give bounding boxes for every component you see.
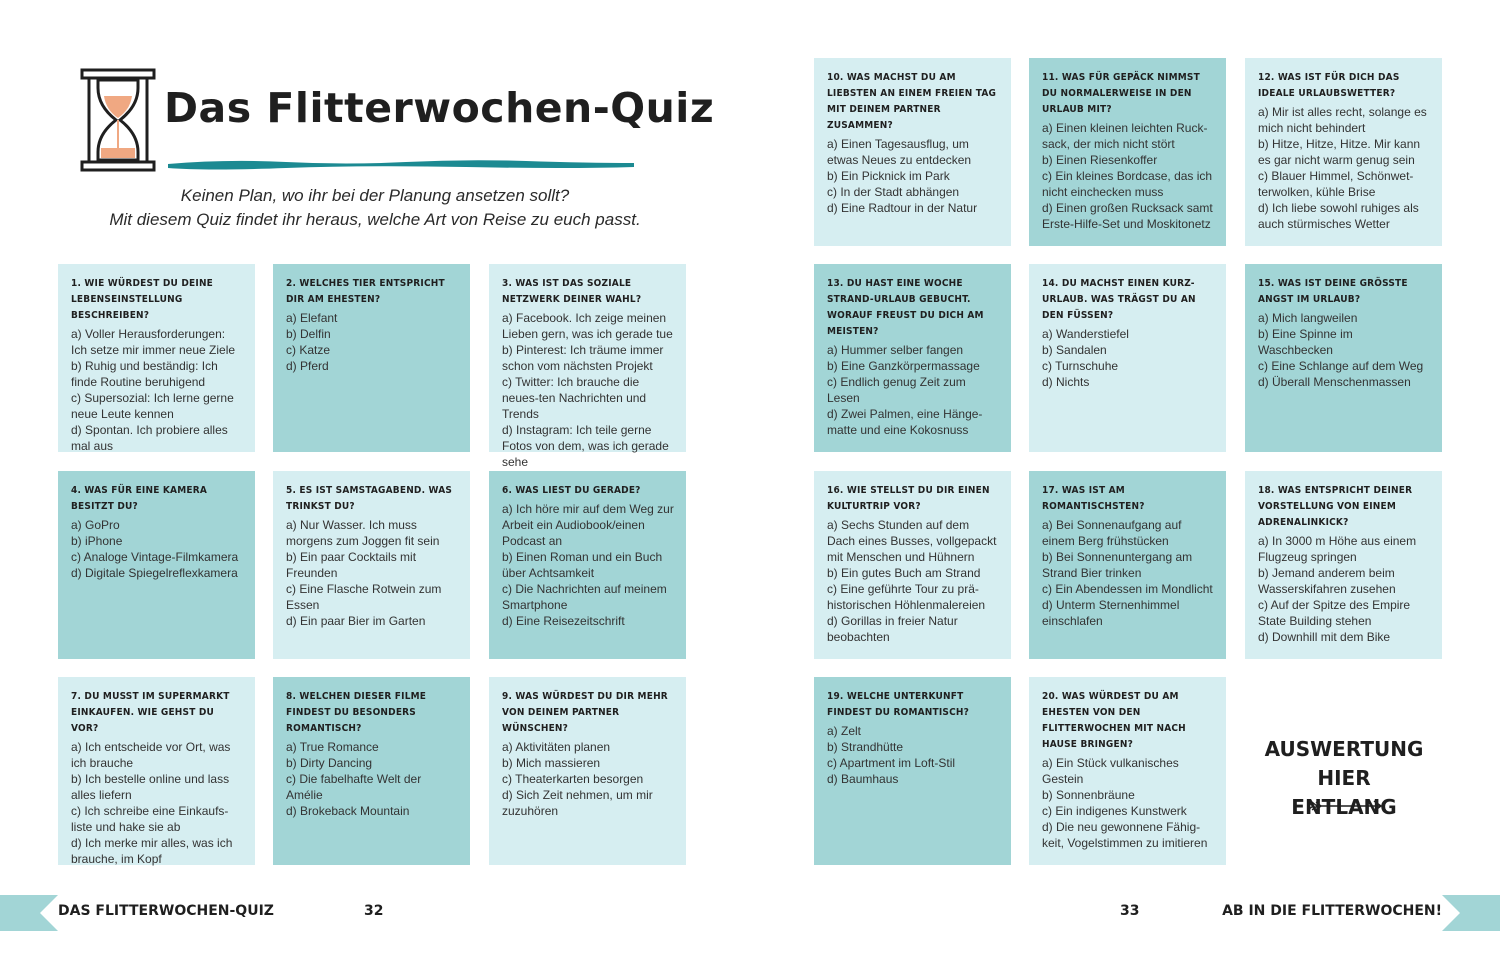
answer-option[interactable] bbox=[502, 310, 674, 342]
quiz-card-1 bbox=[58, 264, 255, 452]
answer-text: Eine Flasche Rotwein zum Essen bbox=[286, 582, 442, 612]
answer-letter: d) bbox=[1042, 375, 1053, 389]
answer-text: In der Stadt abhängen bbox=[840, 185, 960, 199]
answer-option[interactable] bbox=[1042, 517, 1214, 549]
answer-letter: b) bbox=[1042, 343, 1053, 357]
answer-text: Nur Wasser. Ich muss morgens zum Joggen fit sein bbox=[286, 518, 440, 548]
quiz-card-8 bbox=[273, 677, 470, 865]
answer-option[interactable] bbox=[286, 310, 458, 326]
quiz-card-2 bbox=[273, 264, 470, 452]
question-text: 20. WAS WÜRDEST DU AM EHESTEN VON DEN FLITTERWOCHEN MIT NACH HAUSE BRINGEN? bbox=[1042, 691, 1186, 750]
answer-letter: a) bbox=[827, 724, 838, 738]
answer-text: Aktivitäten planen bbox=[515, 740, 611, 754]
answer-option[interactable] bbox=[1258, 326, 1430, 358]
answer-letter: b) bbox=[1258, 327, 1269, 341]
question-text: 15. WAS IST DEINE GRÖSSTE ANGST IM URLAUB? bbox=[1258, 278, 1408, 305]
title-block bbox=[80, 66, 715, 176]
answer-letter: d) bbox=[827, 407, 838, 421]
question-text: 2. WELCHES TIER ENTSPRICHT DIR AM EHESTEN? bbox=[286, 278, 445, 305]
answer-option[interactable] bbox=[71, 422, 243, 454]
answer-option[interactable] bbox=[1042, 549, 1214, 581]
question-text: 11. WAS FÜR GEPÄCK NIMMST DU NORMALERWEISE IN DEN URLAUB MIT? bbox=[1042, 72, 1200, 115]
answer-text: Eine Spinne im Waschbecken bbox=[1258, 327, 1353, 357]
question-text: 18. WAS ENTSPRICHT DEINER VORSTELLUNG VON EINEM ADRENALINKICK? bbox=[1258, 485, 1413, 528]
question-text: 10. WAS MACHST DU AM LIEBSTEN AN EINEM FREIEN TAG MIT DEINEM PARTNER ZUSAMMEN? bbox=[827, 72, 997, 131]
answer-option[interactable] bbox=[827, 342, 999, 358]
answer-text: Einen kleinen leichten Ruck-sack, der mich nicht stört bbox=[1042, 121, 1208, 151]
answer-text: Sich Zeit nehmen, um mir zuzuhören bbox=[502, 788, 653, 818]
answer-letter: c) bbox=[1258, 169, 1268, 183]
answer-letter: b) bbox=[827, 169, 838, 183]
answer-option[interactable] bbox=[827, 406, 999, 438]
answer-letter: d) bbox=[286, 359, 297, 373]
answer-text: Ein Stück vulkanisches Gestein bbox=[1042, 756, 1179, 786]
answer-option[interactable] bbox=[1258, 200, 1430, 232]
answer-text: Hitze, Hitze, Hitze. Mir kann es gar nicht warm genug sein bbox=[1258, 137, 1421, 167]
answer-option[interactable] bbox=[502, 613, 674, 629]
answer-text: Wanderstiefel bbox=[1056, 327, 1129, 341]
answer-letter: c) bbox=[1042, 359, 1052, 373]
footer-title-left: DAS FLITTERWOCHEN-QUIZ bbox=[58, 903, 274, 919]
answer-option[interactable] bbox=[502, 342, 674, 374]
quiz-card-14 bbox=[1029, 264, 1226, 452]
answer-text: Jemand anderem beim Wasserskifahren zusehen bbox=[1258, 566, 1396, 596]
answer-letter: b) bbox=[1258, 137, 1269, 151]
answer-letter: a) bbox=[502, 740, 513, 754]
question-text: 12. WAS IST FÜR DICH DAS IDEALE URLAUBSWETTER? bbox=[1258, 72, 1400, 99]
answer-text: Digitale Spiegelreflexkamera bbox=[85, 566, 238, 580]
answer-text: Elefant bbox=[300, 311, 338, 325]
answer-letter: a) bbox=[1258, 534, 1269, 548]
answer-letter: d) bbox=[1258, 201, 1269, 215]
answer-letter: b) bbox=[286, 756, 297, 770]
answer-letter: b) bbox=[827, 566, 838, 580]
answer-text: Supersozial: Ich lerne gerne neue Leute kennen bbox=[71, 391, 234, 421]
answer-letter: a) bbox=[1258, 105, 1269, 119]
quiz-card-15 bbox=[1245, 264, 1442, 452]
answer-text: Unterm Sternenhimmel einschlafen bbox=[1042, 598, 1180, 628]
answer-text: Ich höre mir auf dem Weg zur Arbeit ein Audiobook/einen Podcast an bbox=[502, 502, 674, 548]
answer-text: Ich bestelle online und lass alles liefern bbox=[71, 772, 230, 802]
answer-letter: b) bbox=[502, 756, 513, 770]
answer-text: Hummer selber fangen bbox=[841, 343, 964, 357]
answer-option[interactable] bbox=[286, 581, 458, 613]
answer-option[interactable] bbox=[71, 565, 243, 581]
answer-letter: c) bbox=[286, 582, 296, 596]
answer-text: Pinterest: Ich träume immer schon vom nächsten Projekt bbox=[502, 343, 664, 373]
quiz-card-7 bbox=[58, 677, 255, 865]
answer-text: Mich langweilen bbox=[1272, 311, 1358, 325]
answer-letter: a) bbox=[827, 137, 838, 151]
answer-text: Zwei Palmen, eine Hänge-matte und eine Kokosnuss bbox=[827, 407, 983, 437]
answer-option[interactable] bbox=[1042, 326, 1214, 342]
page-title: Das Flitterwochen-Quiz bbox=[164, 84, 715, 132]
question-text: 6. WAS LIEST DU GERADE? bbox=[502, 485, 641, 496]
answer-letter: a) bbox=[502, 502, 513, 516]
quiz-card-11 bbox=[1029, 58, 1226, 246]
answer-option[interactable] bbox=[286, 517, 458, 549]
answer-option[interactable] bbox=[1042, 120, 1214, 152]
answer-text: Eine Schlange auf dem Weg bbox=[1271, 359, 1424, 373]
answer-letter: d) bbox=[827, 772, 838, 786]
answer-text: Nichts bbox=[1056, 375, 1090, 389]
answer-letter: b) bbox=[502, 343, 513, 357]
answer-letter: a) bbox=[827, 518, 838, 532]
answer-text: Ein kleines Bordcase, das ich nicht einchecken muss bbox=[1042, 169, 1213, 199]
answer-text: Ich merke mir alles, was ich brauche, im Kopf bbox=[71, 836, 233, 866]
answer-text: Pferd bbox=[300, 359, 329, 373]
answer-text: Turnschuhe bbox=[1055, 359, 1119, 373]
answer-letter: b) bbox=[286, 327, 297, 341]
answer-option[interactable] bbox=[1042, 200, 1214, 232]
answer-letter: d) bbox=[286, 614, 297, 628]
answer-letter: a) bbox=[71, 327, 82, 341]
answer-text: Die Nachrichten auf meinem Smartphone bbox=[502, 582, 667, 612]
answer-text: Ein paar Cocktails mit Freunden bbox=[286, 550, 417, 580]
answer-option[interactable] bbox=[1042, 374, 1214, 390]
question-text: 4. WAS FÜR EINE KAMERA BESITZT DU? bbox=[71, 485, 207, 512]
answer-letter: a) bbox=[1258, 311, 1269, 325]
answer-option[interactable] bbox=[1042, 755, 1214, 787]
answer-option[interactable] bbox=[827, 771, 999, 787]
answer-text: Eine Ganzkörpermassage bbox=[841, 359, 980, 373]
answer-letter: d) bbox=[827, 614, 838, 628]
answer-letter: d) bbox=[1042, 598, 1053, 612]
answer-text: Voller Herausforderungen: Ich setze mir immer neue Ziele bbox=[71, 327, 236, 357]
answer-letter: d) bbox=[286, 804, 297, 818]
answer-letter: d) bbox=[1042, 201, 1053, 215]
answer-option[interactable] bbox=[502, 501, 674, 549]
answer-text: Theaterkarten besorgen bbox=[515, 772, 644, 786]
answer-letter: a) bbox=[71, 518, 82, 532]
answer-option[interactable] bbox=[71, 326, 243, 358]
answer-letter: b) bbox=[827, 740, 838, 754]
answer-text: Ein Picknick im Park bbox=[841, 169, 950, 183]
answer-letter: b) bbox=[1042, 550, 1053, 564]
answer-text: Dirty Dancing bbox=[300, 756, 373, 770]
answer-text: Sonnenbräune bbox=[1056, 788, 1135, 802]
answer-option[interactable] bbox=[71, 803, 243, 835]
answer-letter: a) bbox=[827, 343, 838, 357]
answer-letter: c) bbox=[71, 804, 81, 818]
answer-letter: b) bbox=[71, 359, 82, 373]
answer-letter: a) bbox=[286, 311, 297, 325]
answer-option[interactable] bbox=[502, 771, 674, 787]
answer-letter: a) bbox=[1042, 327, 1053, 341]
answer-option[interactable] bbox=[71, 835, 243, 867]
quiz-card-20 bbox=[1029, 677, 1226, 865]
answer-text: Ein paar Bier im Garten bbox=[300, 614, 426, 628]
answer-option[interactable] bbox=[1258, 374, 1430, 390]
answer-letter: c) bbox=[827, 185, 837, 199]
answer-text: Delfin bbox=[300, 327, 331, 341]
answer-letter: c) bbox=[827, 756, 837, 770]
answer-option[interactable] bbox=[71, 358, 243, 390]
answer-option[interactable] bbox=[71, 549, 243, 565]
answer-letter: a) bbox=[1042, 756, 1053, 770]
answer-option[interactable] bbox=[1042, 152, 1214, 168]
answer-option[interactable] bbox=[827, 374, 999, 406]
intro-text bbox=[60, 184, 690, 232]
answer-letter: d) bbox=[71, 836, 82, 850]
answer-text: Spontan. Ich probiere alles mal aus bbox=[71, 423, 228, 453]
answer-option[interactable] bbox=[1258, 136, 1430, 168]
question-text: 3. WAS IST DAS SOZIALE NETZWERK DEINER WAHL? bbox=[502, 278, 642, 305]
title-underline bbox=[166, 156, 636, 170]
answer-letter: a) bbox=[502, 311, 513, 325]
quiz-card-16 bbox=[814, 471, 1011, 659]
answer-option[interactable] bbox=[286, 803, 458, 819]
answer-text: Baumhaus bbox=[841, 772, 899, 786]
quiz-card-13 bbox=[814, 264, 1011, 452]
answer-option[interactable] bbox=[286, 613, 458, 629]
quiz-card-10 bbox=[814, 58, 1011, 246]
answer-option[interactable] bbox=[827, 358, 999, 374]
answer-option[interactable] bbox=[1042, 803, 1214, 819]
answer-option[interactable] bbox=[827, 168, 999, 184]
answer-option[interactable] bbox=[286, 771, 458, 803]
answer-option[interactable] bbox=[1258, 168, 1430, 200]
answer-text: Ein gutes Buch am Strand bbox=[841, 566, 981, 580]
answer-option[interactable] bbox=[827, 755, 999, 771]
answer-text: Eine Radtour in der Natur bbox=[841, 201, 978, 215]
answer-text: Ich liebe sowohl ruhiges als auch stürmisches Wetter bbox=[1258, 201, 1419, 231]
answer-option[interactable] bbox=[286, 549, 458, 581]
quiz-card-19 bbox=[814, 677, 1011, 865]
answer-option[interactable] bbox=[286, 326, 458, 342]
answer-text: Einen Riesenkoffer bbox=[1056, 153, 1158, 167]
answer-option[interactable] bbox=[827, 517, 999, 565]
answer-option[interactable] bbox=[1258, 629, 1430, 645]
answer-letter: a) bbox=[286, 740, 297, 754]
answer-option[interactable] bbox=[1042, 168, 1214, 200]
answer-letter: c) bbox=[502, 772, 512, 786]
answer-text: True Romance bbox=[299, 740, 379, 754]
answer-letter: d) bbox=[827, 201, 838, 215]
answer-option[interactable] bbox=[1042, 581, 1214, 597]
answer-text: Endlich genug Zeit zum Lesen bbox=[827, 375, 966, 405]
answer-letter: a) bbox=[286, 518, 297, 532]
answer-option[interactable] bbox=[1042, 787, 1214, 803]
quiz-card-9 bbox=[489, 677, 686, 865]
quiz-card-6 bbox=[489, 471, 686, 659]
question-text: 9. WAS WÜRDEST DU DIR MEHR VON DEINEM PARTNER WÜNSCHEN? bbox=[502, 691, 668, 734]
answer-text: Gorillas in freier Natur beobachten bbox=[827, 614, 958, 644]
answer-option[interactable] bbox=[1258, 310, 1430, 326]
answer-letter: c) bbox=[1258, 598, 1268, 612]
answer-option[interactable] bbox=[502, 787, 674, 819]
answer-letter: d) bbox=[1258, 630, 1269, 644]
question-text: 19. WELCHE UNTERKUNFT FINDEST DU ROMANTISCH? bbox=[827, 691, 970, 718]
answer-option[interactable] bbox=[827, 200, 999, 216]
answer-option[interactable] bbox=[502, 422, 674, 470]
answer-text: Eine geführte Tour zu prä-historischen Höhlenmalereien bbox=[827, 582, 986, 612]
answer-text: Brokeback Mountain bbox=[300, 804, 410, 818]
answer-letter: c) bbox=[502, 375, 512, 389]
answer-text: Sandalen bbox=[1056, 343, 1107, 357]
answer-option[interactable] bbox=[1258, 104, 1430, 136]
answer-option[interactable] bbox=[1042, 597, 1214, 629]
answer-option[interactable] bbox=[502, 755, 674, 771]
answer-letter: d) bbox=[502, 788, 513, 802]
quiz-card-5 bbox=[273, 471, 470, 659]
answer-option[interactable] bbox=[502, 549, 674, 581]
quiz-card-4 bbox=[58, 471, 255, 659]
answer-text: Ich schreibe eine Einkaufs-liste und hake sie ab bbox=[71, 804, 229, 834]
answer-text: Facebook. Ich zeige meinen Lieben gern, was ich gerade tue bbox=[502, 311, 673, 341]
answer-letter: c) bbox=[1258, 359, 1268, 373]
answer-option[interactable] bbox=[286, 739, 458, 755]
question-text: 14. DU MACHST EINEN KURZ-URLAUB. WAS TRÄGST DU AN DEN FÜSSEN? bbox=[1042, 278, 1196, 321]
answer-option[interactable] bbox=[71, 517, 243, 533]
answer-text: Ruhig und beständig: Ich finde Routine beruhigend bbox=[71, 359, 218, 389]
answer-letter: c) bbox=[1042, 804, 1052, 818]
answer-text: Mir ist alles recht, solange es mich nicht behindert bbox=[1258, 105, 1427, 135]
answer-letter: d) bbox=[71, 423, 82, 437]
answer-option[interactable] bbox=[286, 358, 458, 374]
answer-option[interactable] bbox=[1258, 565, 1430, 597]
question-text: 16. WIE STELLST DU DIR EINEN KULTURTRIP VOR? bbox=[827, 485, 990, 512]
answer-letter: d) bbox=[502, 614, 513, 628]
answer-letter: c) bbox=[827, 582, 837, 596]
answer-option[interactable] bbox=[827, 613, 999, 645]
answer-text: Ein indigenes Kunstwerk bbox=[1055, 804, 1187, 818]
question-text: 17. WAS IST AM ROMANTISCHSTEN? bbox=[1042, 485, 1145, 512]
answer-text: Einen großen Rucksack samt Erste-Hilfe-Set und Moskitonetz bbox=[1042, 201, 1213, 231]
answer-text: Strandhütte bbox=[841, 740, 904, 754]
answer-text: Bei Sonnenaufgang auf einem Berg frühstücken bbox=[1042, 518, 1182, 548]
answer-option[interactable] bbox=[1042, 342, 1214, 358]
answer-letter: b) bbox=[1258, 566, 1269, 580]
intro-line: Mit diesem Quiz findet ihr heraus, welche Art von Reise zu euch passt. bbox=[109, 210, 641, 229]
answer-option[interactable] bbox=[1258, 533, 1430, 565]
answer-option[interactable] bbox=[502, 581, 674, 613]
answer-text: Einen Roman und ein Buch über Achtsamkeit bbox=[502, 550, 663, 580]
page-number-right: 33 bbox=[1120, 903, 1140, 919]
quiz-card-17 bbox=[1029, 471, 1226, 659]
answer-text: Downhill mit dem Bike bbox=[1272, 630, 1391, 644]
answer-text: Ich entscheide vor Ort, was ich brauche bbox=[71, 740, 231, 770]
arrow-right-icon bbox=[1306, 799, 1384, 813]
answer-text: Die fabelhafte Welt der Amélie bbox=[286, 772, 422, 802]
question-text: 8. WELCHEN DIESER FILME FINDEST DU BESONDERS ROMANTISCH? bbox=[286, 691, 427, 734]
answer-text: Zelt bbox=[841, 724, 862, 738]
answer-option[interactable] bbox=[71, 533, 243, 549]
answer-letter: b) bbox=[1042, 788, 1053, 802]
answer-text: Bei Sonnenuntergang am Strand Bier trinken bbox=[1042, 550, 1193, 580]
question-text: 7. DU MUSST IM SUPERMARKT EINKAUFEN. WIE GEHST DU VOR? bbox=[71, 691, 230, 734]
answer-text: Instagram: Ich teile gerne Fotos von dem, was ich gerade sehe bbox=[502, 423, 669, 469]
evaluation-hint-line: HIER ENTLANG bbox=[1291, 766, 1397, 819]
answer-text: Sechs Stunden auf dem Dach eines Busses, vollgepackt mit Menschen und Hühnern bbox=[827, 518, 997, 564]
answer-text: Auf der Spitze des Empire State Building stehen bbox=[1258, 598, 1411, 628]
intro-line: Keinen Plan, wo ihr bei der Planung ansetzen sollt? bbox=[180, 186, 570, 205]
answer-text: GoPro bbox=[85, 518, 120, 532]
answer-letter: d) bbox=[1042, 820, 1053, 834]
answer-option[interactable] bbox=[1042, 358, 1214, 374]
quiz-card-3 bbox=[489, 264, 686, 469]
answer-option[interactable] bbox=[827, 723, 999, 739]
footer-tab-right bbox=[1440, 895, 1500, 931]
answer-option[interactable] bbox=[71, 739, 243, 771]
answer-text: Twitter: Ich brauche die neues-ten Nachrichten und Trends bbox=[502, 375, 647, 421]
answer-letter: c) bbox=[286, 343, 296, 357]
answer-option[interactable] bbox=[827, 184, 999, 200]
footer-title-right: AB IN DIE FLITTERWOCHEN! bbox=[1222, 903, 1442, 919]
answer-option[interactable] bbox=[1258, 597, 1430, 629]
answer-text: Apartment im Loft-Stil bbox=[839, 756, 956, 770]
answer-text: Mich massieren bbox=[516, 756, 601, 770]
answer-letter: c) bbox=[71, 550, 81, 564]
answer-option[interactable] bbox=[502, 739, 674, 755]
answer-text: Eine Reisezeitschrift bbox=[516, 614, 625, 628]
answer-text: Ein Abendessen im Mondlicht bbox=[1055, 582, 1213, 596]
evaluation-hint-line: AUSWERTUNG bbox=[1264, 737, 1424, 761]
answer-letter: b) bbox=[827, 359, 838, 373]
page-number-left: 32 bbox=[364, 903, 384, 919]
answer-option[interactable] bbox=[827, 581, 999, 613]
answer-text: Die neu gewonnene Fähig-keit, Vogelstimmen zu imitieren bbox=[1042, 820, 1208, 850]
answer-letter: a) bbox=[71, 740, 82, 754]
question-text: 5. ES IST SAMSTAGABEND. WAS TRINKST DU? bbox=[286, 485, 453, 512]
answer-option[interactable] bbox=[1258, 358, 1430, 374]
answer-option[interactable] bbox=[502, 374, 674, 422]
answer-letter: d) bbox=[502, 423, 513, 437]
answer-option[interactable] bbox=[286, 342, 458, 358]
answer-option[interactable] bbox=[71, 390, 243, 422]
answer-text: Blauer Himmel, Schönwet-terwolken, kühle Brise bbox=[1258, 169, 1414, 199]
hourglass-icon bbox=[80, 66, 156, 174]
question-text: 1. WIE WÜRDEST DU DEINE LEBENSEINSTELLUNG BESCHREIBEN? bbox=[71, 278, 214, 321]
answer-letter: d) bbox=[71, 566, 82, 580]
answer-letter: c) bbox=[502, 582, 512, 596]
answer-text: iPhone bbox=[85, 534, 123, 548]
answer-letter: c) bbox=[1042, 582, 1052, 596]
answer-text: Analoge Vintage-Filmkamera bbox=[83, 550, 239, 564]
answer-letter: a) bbox=[1042, 518, 1053, 532]
quiz-card-12 bbox=[1245, 58, 1442, 246]
answer-letter: b) bbox=[1042, 153, 1053, 167]
answer-text: In 3000 m Höhe aus einem Flugzeug springen bbox=[1258, 534, 1417, 564]
answer-letter: c) bbox=[286, 772, 296, 786]
answer-letter: b) bbox=[71, 772, 82, 786]
answer-text: Überall Menschenmassen bbox=[1272, 375, 1411, 389]
quiz-card-18 bbox=[1245, 471, 1442, 659]
answer-letter: b) bbox=[286, 550, 297, 564]
answer-letter: c) bbox=[827, 375, 837, 389]
answer-text: Einen Tagesausflug, um etwas Neues zu entdecken bbox=[827, 137, 972, 167]
answer-letter: b) bbox=[502, 550, 513, 564]
answer-letter: a) bbox=[1042, 121, 1053, 135]
answer-letter: c) bbox=[71, 391, 81, 405]
answer-option[interactable] bbox=[827, 565, 999, 581]
answer-option[interactable] bbox=[1042, 819, 1214, 851]
answer-letter: d) bbox=[1258, 375, 1269, 389]
answer-option[interactable] bbox=[827, 136, 999, 168]
answer-letter: b) bbox=[71, 534, 82, 548]
answer-text: Katze bbox=[299, 343, 331, 357]
footer-tab-left bbox=[0, 895, 60, 931]
answer-letter: c) bbox=[1042, 169, 1052, 183]
answer-option[interactable] bbox=[286, 755, 458, 771]
answer-option[interactable] bbox=[827, 739, 999, 755]
answer-option[interactable] bbox=[71, 771, 243, 803]
question-text: 13. DU HAST EINE WOCHE STRAND-URLAUB GEBUCHT. WORAUF FREUST DU DICH AM MEISTEN? bbox=[827, 278, 984, 337]
